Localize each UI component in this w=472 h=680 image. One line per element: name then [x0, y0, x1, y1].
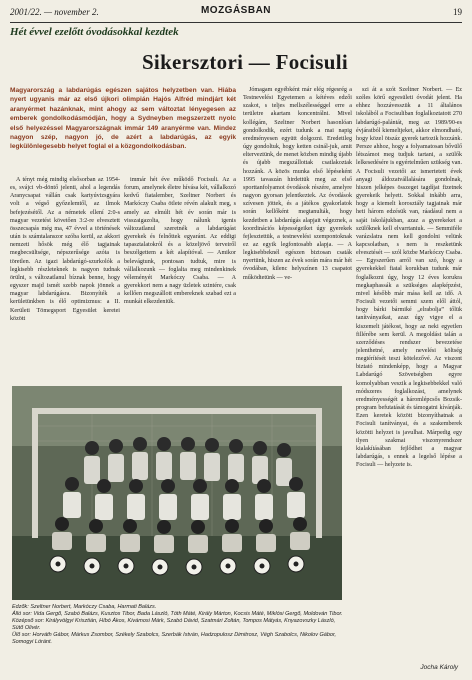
team-photo-illustration: [12, 386, 342, 600]
article-column-3: [243, 86, 352, 382]
author-byline: Jocha Károly: [420, 664, 458, 671]
issue-date: 2001/22. — november 2.: [10, 7, 99, 17]
article-kicker: Hét évvel ezelőtt óvodásokkal kezdtek: [10, 26, 179, 38]
paragraph: immár hét éve működő Focisuli. Az a forum, amelynek életre hívása két, vállalkozó kedvű fiatalember, Szeltner Norbert és Markóczy Csaba ötlete révén alakult meg, s amely az elmúlt hét év során már is visszaigazolta, hogy nálunk igenis változatlanul szeretnék a labdarúgást gyerekek és felnőttek egyaránt. Az eddigi tapasztalatokról és a közeljövő terveiről beszélgettem a két alapítóval. — Amikor belevágtunk, pontosan tudtuk, mire is vállalkozunk — foglalta meg mindenkinek véleményét Markóczy Csaba. — A gyerekkori nem a nagy üzletek szintére, csak kellően megszállott embereknek szabad ezt a munkát elkezdeniük.: [124, 177, 236, 306]
paragraph: A tényt még mindig elsősorban az 1954-es, svájci vb-döntő jelenti, ahol a legendás Aranycsapat vállán csak kartyúvizsgyára volt a végső győzelemtől, az ilmok befejezésétől. Az a németek ellení 2:0-s magyar vezetést követően 3:2-re elvesztett összecsapás még ma, 47 évvel a történések után is számtalanszor szóba kerül, az akkori nemzeti hősök még élő tagjainak megbecsültsége, népszerűsége azóta is töretlen. Az igazi labdarúgó-szurkolók a legkisebb részleteknek is nagyon tudnak örülni, s változatlanul bíznak benne, hogy egyszer majd ismét szebb napok jönnek a magyar labdarúgásra. Bizonyíték a kerületünkben is élő optimizmus: a II. Kerületi Tömegsport Egyesület keretei között: [10, 177, 120, 322]
photo-caption: [12, 604, 346, 647]
article-column-1: [10, 176, 120, 382]
goal-post-right: [316, 408, 322, 538]
paragraph: Jómagam egyébként már elég régesrég a Testnevelési Egyetemen a kétéves edzői szakot, s teljes mellszélességgel erre a területre akartam koncentrálni. Mivel kollégám, Szeltner Norbert hasonlóan gondolkodik, ezért tudunk a mai napig eredményesen együtt dolgozni. Eredetileg úgy gondoltuk, hogy ketten csinál-juk, amit elterveztünk, de menet közben mindig újabb és újabb megszállottak csatlakoztak hozzánk. A közös munka első lépéseként 1995 tavaszán hirdettük meg az első sporttanfolyamot óvodások részére, amelyre nagyon gyorsan jelentkeztek. Az óvodások szívesen jöttek, és a játékos gyakorlatok során kellőként megtanulták, hogy kezdetben a labdarúgás alapjait végeznek, a koordinációs képességeiket úgy gyerekek fejlesztettük, a testnevelési szempontoknak ez az egyik legfontosabb alapja. — A legkisebbeknél egészen biztosan csaták nyertünk, hiszen az évek során mára már hét óvodában, kilenc helyszínen 13 csapatot működtetünk — ve-: [243, 87, 352, 281]
goal-post-left: [32, 408, 38, 538]
caption-row-standing: Álló sor: Vida Gergő, Szabó Balázs, Kusztos Tibor, Bada László, Tóth Máté, Király Márton, Kocsis Máté, Miklósi Gergő, Moldován Tibor.: [12, 611, 343, 618]
header-rule: [10, 22, 462, 23]
paragraph: szi át a szót Szeltner Norbert. — Ez széles körű egyesületi óvodát jelent. Ha ehhez hozzávesszük a 11 általános iskolából a Focisuliban foglalkoztatott 270 labdarúgó-palántát, meg az 1989/90-es évjáratból kiemeltjeket, akkor elmondható, hogy közel ötszáz gyerek tartozik hozzánk. Persze ahhoz, hogy a folyamatosan bővülő létszámot meg tudjuk tartani, a szülők lelkesedésére is egyértelműen szükség van. A Focisuli vezetői az ismertetett évek anyagi áldozatvállalására gondolnak, hiszen jelképes összeget tagdíjat fizetnek gyerekeik helyett. Sokkal inkább arra, hogy a kiemelt korosztály tagjainak már heti három edzésük van, ráadásul nem a saját iskolájukban, azaz a gyerekeket a szülőknek kell elvarrtaniuk. — Semmiféle varázslatra nem kell gondolni velünk kapcsolatban, s nem is reszketünk elvesztését — szól közbe Markóczy Csaba. — Egyszerűen arról van szó, hogy a gyerekekkel fiatal korukban tudunk már foglalkozni úgy, hogy 12 éves korukra megkaphassák a szükséges alapképzést, mivel később már mása kell az idő. A Focisuli vezetői semmi szem elől áttól, hogy bárki bármiké „elrabolja” tőlük tanítványaikat, azaz úgy vigye el a kiszemelt játékost, hogy az neki egyetlen fillérébe sem kerül. A megoldást talán a szerződéses rendszer bevezetése jelenthetné, amely nevelési költség megtérítését teszi kötelezővé. Az viszont biztató mindenképp, hogy a Magyar Labdarúgó Szövetségben egyre komolyabban veszik a legkisebbekkel való módszeres foglalkozást, amelynek eredményességét a háromlépcsős Bozsik-program befutatását és támogatni kívánják. Ezen keretek között bizonyíthatnak a Focisuli tanítványai, és a szakemberek közötti helyzet is javulhat. Márpedig egy ilyen szakmai viszonyrendszer kialakításában fejlődhet a magyar labdarúgás, s ennek a legelső lépése a Focisuli — helyzete is.: [356, 87, 462, 469]
caption-row-seated: Ülő sor: Horváth Gábor, Márkus Zsombor, Székely Szabolcs, Szerbák István, Hadzopulosz Dimitrosz, Végh Szabolcs, Nikolov Gábor, Somogyi Lóránt.: [12, 632, 337, 646]
page-number: 19: [453, 7, 462, 17]
caption-row-middle: Középső sor: Királyvölgyi Krisztián, Híbó Ákos, Kivámosi Márk, Szabó Dávid, Szatmári Zoltán, Tompos Mátyás, Knyazovszky László, Sütő Olivér.: [12, 618, 336, 632]
article-column-4: [356, 86, 462, 680]
page-header: [10, 4, 462, 20]
article-headline: Sikersztori — Focisuli: [141, 50, 349, 74]
team-photo: [12, 386, 342, 600]
article-lead: Magyarország a labdarúgás egészen sajátos helyzetben van. Hiába nyert ugyanis már az első újkori olimpián Hajós Alfréd mindjárt két aranyérmet hazánknak, mint ahogy az sem változtat lényegesen az emberek gondolkodásmódján, hogy a Sydneyben megszerzett nyolc első helyezéssel Magyarországnak immár 149 aranyérme van. Mindez nagyon szép, nagyon jó, de azért a labdarúgás, az egyik legkülönlegesebb helyet foglal el a közgondolkodásban.: [10, 87, 236, 151]
goal-crossbar: [32, 408, 322, 414]
caption-coaches: Edzők: Szeltner Norbert, Markóczy Csaba, Harmati Balázs.: [12, 604, 157, 610]
article-column-2: [124, 176, 236, 382]
section-title: MOZGÁSBAN: [200, 5, 272, 16]
